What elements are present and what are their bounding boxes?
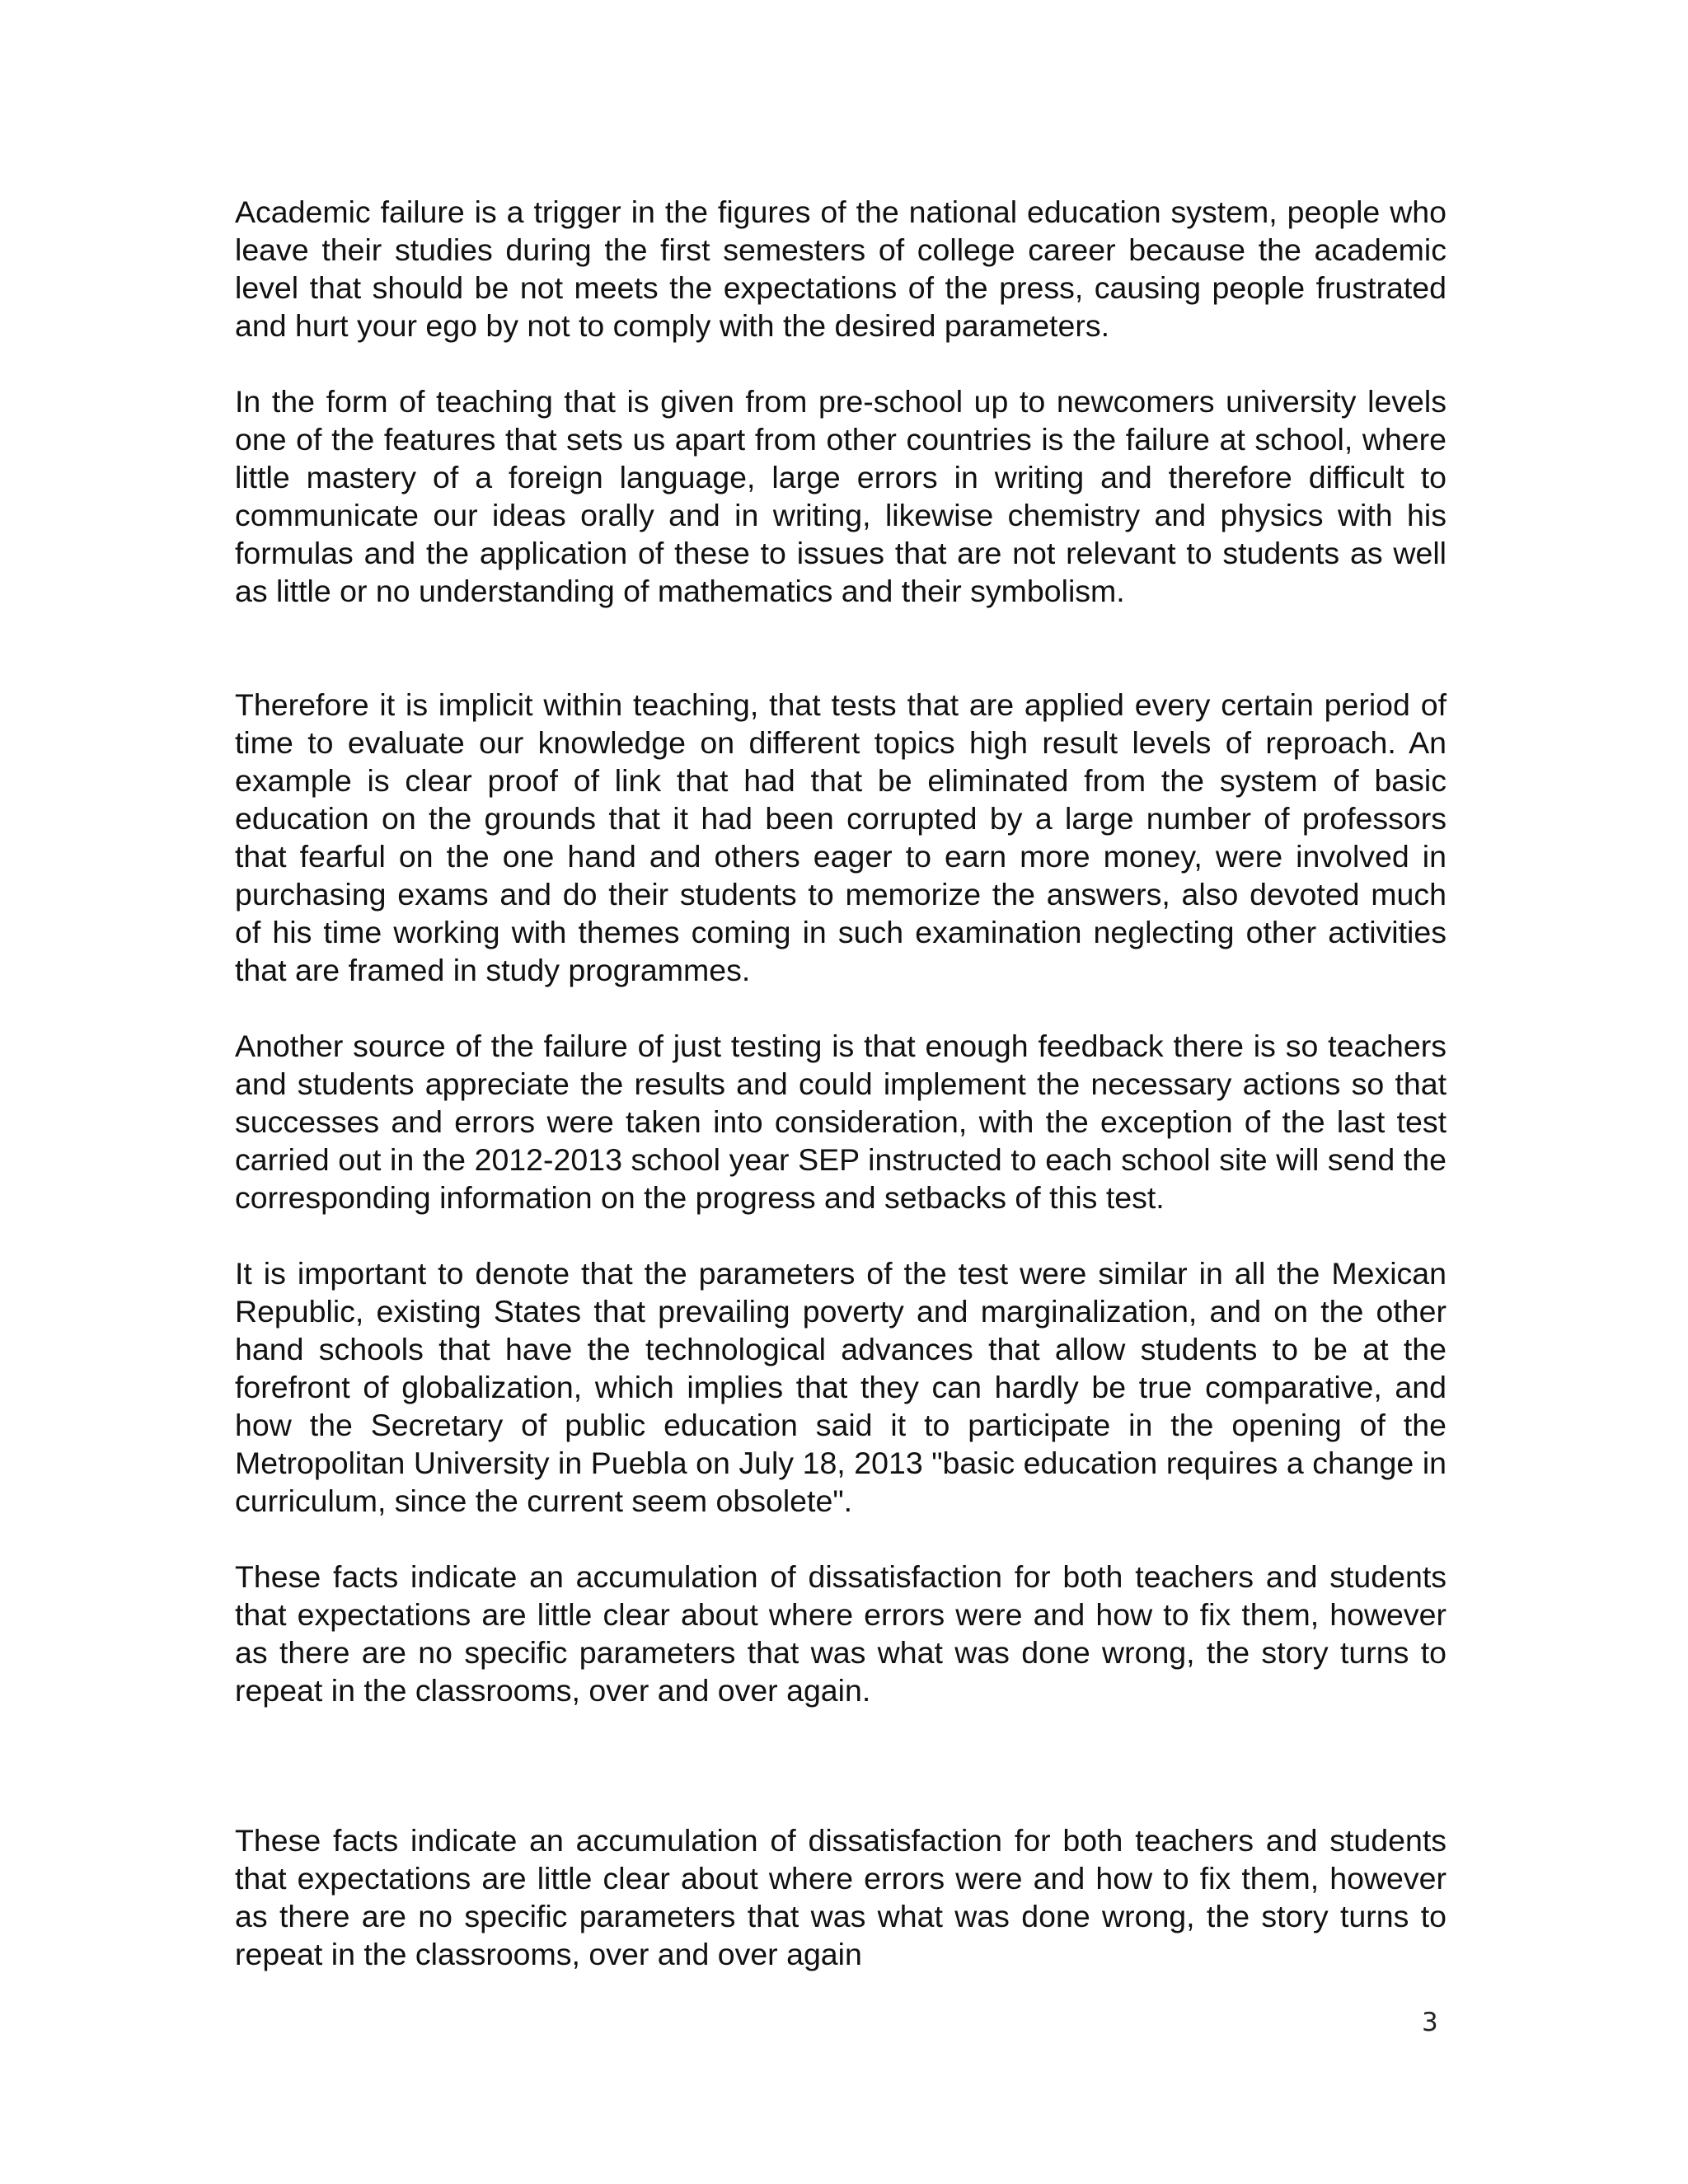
paragraph-feedback-source: Another source of the failure of just testing is that enough feedback there is so teachers and students appreciate the results and could implement the necessary actions so that successes and errors were taken into consideration, with the exception of the last test carried out in the 2012-2013 school year SEP instructed to each school site will send the corresponding information on the progress and setbacks of this test. [235, 1029, 1447, 1215]
paragraph-dissatisfaction-repeat: These facts indicate an accumulation of dissatisfaction for both teachers and students that expectations are little clear about where errors were and how to fix them, however as there are no specific parameters that was what was done wrong, the story turns to repeat in the classrooms, over and over again [235, 1823, 1447, 1971]
paragraph-form-of-teaching: In the form of teaching that is given from pre-school up to newcomers university levels one of the features that sets us apart from other countries is the failure at school, where little mastery of a foreign language, large errors in writing and therefore difficult to communicate our ideas orally and in writing, likewise chemistry and physics with his formulas and the application of these to issues that are not relevant to students as well as little or no understanding of mathematics and their symbolism. [235, 384, 1447, 608]
paragraph-test-parameters: It is important to denote that the parameters of the test were similar in all the Mexican Republic, existing States that prevailing poverty and marginalization, and on the other hand schools that have the technological advances that allow students to be at the forefront of globalization, which implies that they can hardly be true comparative, and how the Secretary of public education said it to participate in the opening of the Metropolitan University in Puebla on July 18, 2013 "basic education requires a change in curriculum, since the current seem obsolete". [235, 1256, 1447, 1518]
page-number: 3 [1422, 2008, 1438, 2037]
paragraph-academic-failure: Academic failure is a trigger in the figures of the national education system, people who leave their studies during the first semesters of college career because the academic level that should be not meets the expectations of the press, causing people frustrated and hurt your ego by not to comply with the desired parameters. [235, 194, 1447, 343]
paragraph-tests-implicit: Therefore it is implicit within teaching, that tests that are applied every certain period of time to evaluate our knowledge on different topics high result levels of reproach. An example is clear proof of link that had that be eliminated from the system of basic education on the grounds that it had been corrupted by a large number of professors that fearful on the one hand and others eager to earn more money, were involved in purchasing exams and do their students to memorize the answers, also devoted much of his time working with themes coming in such examination neglecting other activities that are framed in study programmes. [235, 687, 1447, 987]
paragraph-dissatisfaction: These facts indicate an accumulation of dissatisfaction for both teachers and students that expectations are little clear about where errors were and how to fix them, however as there are no specific parameters that was what was done wrong, the story turns to repeat in the classrooms, over and over again. [235, 1559, 1447, 1708]
